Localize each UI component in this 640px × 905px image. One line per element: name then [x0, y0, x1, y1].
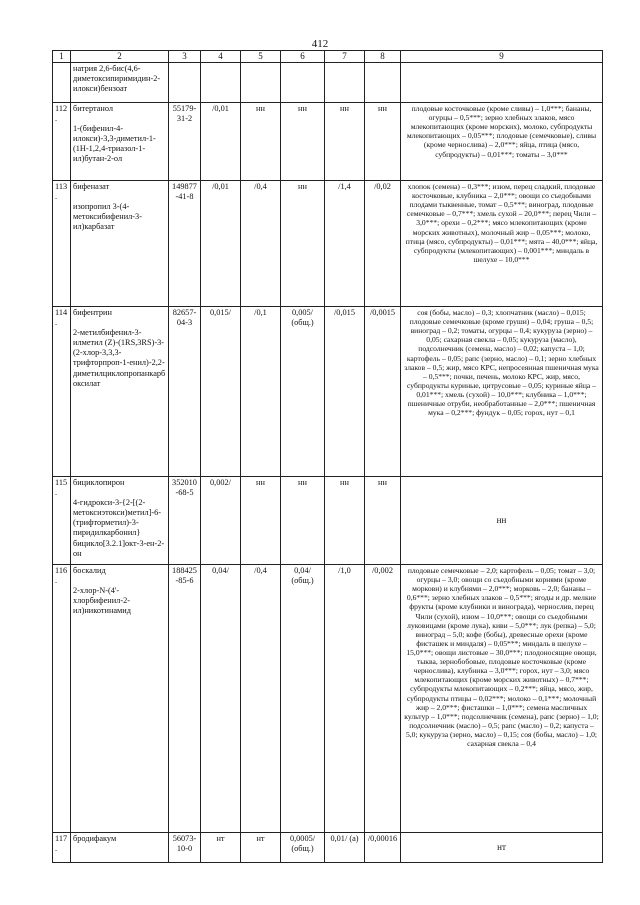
column-header: 4: [201, 51, 241, 63]
column-number-row: [53, 51, 603, 63]
row-number: 115.: [53, 476, 71, 564]
substance-name: [71, 832, 169, 862]
table-row: [53, 306, 603, 476]
column-header: 6: [281, 51, 325, 63]
cell-col7: нн: [325, 102, 365, 180]
cell-col6: [281, 62, 325, 102]
product-limits: нн: [401, 476, 603, 564]
substance-common-name: бифентрин: [73, 307, 112, 317]
substance-name: [71, 564, 169, 832]
substance-name: [71, 476, 169, 564]
cell-col7: /1,0: [325, 564, 365, 832]
cell-col6: нн: [281, 476, 325, 564]
substance-common-name: бифеназат: [73, 181, 110, 191]
row-number: 116.: [53, 564, 71, 832]
table-row: [53, 832, 603, 862]
row-number: [53, 62, 71, 102]
substance-common-name: боскалид: [73, 565, 106, 575]
residue-limits-table: [52, 50, 603, 863]
cell-col4: 0,04/: [201, 564, 241, 832]
table-row: [53, 180, 603, 306]
product-limits: соя (бобы, масло) – 0,3; хлопчатник (масло) – 0,015; плодовые семечковые (кроме груши) – 0,04; груша – 0,5; виноград – 0,2; томаты, огурцы – 0,4; кукуруза (зерно) – 0,05; сахарная свекла – 0,05; кукуруза (масло), подсолнечник (семена, масло) – 0,02; капуста – 1,0; картофель – 0,05; рапс (зерно, масло) – 0,1; зерно хлебных злаков – 0,5; жир, мясо КРС, непросеянная пшеничная мука – 0,5***; почки, печень, молоко КРС, жир, мясо, субпродукты куриные, цитрусовые – 0,05; куриные яйца – 0,01***; хмель (сухой) – 10,0***; клубника – 1,0***; пшеничные отруби, необработанные – 2,0***; пшеничная мука – 0,2***; фундук – 0,05; горох, нут – 0,1: [401, 306, 603, 476]
cell-col6: 0,005/ (общ.): [281, 306, 325, 476]
substance-name: [71, 62, 169, 102]
cell-col5: /0,4: [241, 180, 281, 306]
cas-number: 188425-85-6: [169, 564, 201, 832]
cell-col8: /0,02: [365, 180, 401, 306]
cell-col7: [325, 62, 365, 102]
substance-chemical-name: 2-метилбифенил-3-илметил (Z)-(1RS,3RS)-3-(2-хлор-3,3,3-трифторпроп-1-енил)-2,2-диметилциклопропанкарбоксилат: [73, 328, 166, 388]
substance-common-name: бродифакум: [73, 833, 117, 843]
table-row: [53, 102, 603, 180]
product-limits: плодовые косточковые (кроме сливы) – 1,0***; бананы, огурцы – 0,5***; зерно хлебных злаков, мясо млекопитающих (кроме морских), молоко, субпродукты млекопитающих – 0,05***; плодовые (семечковые), сливы (кроме чернослива) – 2,0***; яйца, птица (мясо, субпродукты) – 0,01***; томаты – 3,0***: [401, 102, 603, 180]
row-number: 114.: [53, 306, 71, 476]
substance-chemical-name: 1-(бифенил-4-илокси)-3,3-диметил-1-(1Н-1,2,4-триазол-1-ил)бутан-2-ол: [73, 124, 156, 164]
cell-col7: 0,01/ (а): [325, 832, 365, 862]
substance-chemical-name: 4-гидрокси-3-{2-[(2-метоксиэтокси)метил]-6-(трифторметил)-3-пиридилкарбонил} бицикло[3.2.1]окт-3-ен-2-он: [73, 498, 165, 558]
cell-col4: /0,01: [201, 102, 241, 180]
cell-col6: 0,0005/ (общ.): [281, 832, 325, 862]
column-header: 7: [325, 51, 365, 63]
product-limits: нт: [401, 832, 603, 862]
product-limits: [401, 62, 603, 102]
cell-col7: /1,4: [325, 180, 365, 306]
cell-col4: [201, 62, 241, 102]
cas-number: 55179-31-2: [169, 102, 201, 180]
product-limits: хлопок (семена) – 0,3***; изюм, перец сладкий, плодовые косточковые, клубника – 2,0***; овощи со съедобными плодами тыквенные, томат – 0,5***; виноград, плодовые семечковые – 0,7***; хмель сухой – 20,0***; перец Чили – 3,0***; орехи – 0,2***; мясо млекопитающих (кроме морских животных), молочный жир – 0,05***; молоко, птица (мясо, субпродукты) – 0,01***; мята – 40,0***; яйца, субпродукты (млекопитающих) – 0,001***; миндаль в шелухе – 10,0***: [401, 180, 603, 306]
substance-name: [71, 180, 169, 306]
cell-col5: [241, 62, 281, 102]
cell-col4: 0,015/: [201, 306, 241, 476]
cell-col8: /0,0015: [365, 306, 401, 476]
substance-chemical-name: натрия 2,6-бис(4,6-диметоксипиримидин-2-илокси)бензоат: [73, 63, 161, 94]
cell-col6: нн: [281, 102, 325, 180]
cell-col6: 0,04/ (общ.): [281, 564, 325, 832]
row-number: 112.: [53, 102, 71, 180]
cas-number: 352010-68-5: [169, 476, 201, 564]
cas-number: 82657-04-3: [169, 306, 201, 476]
column-header: 1: [53, 51, 71, 63]
cell-col8: [365, 62, 401, 102]
page-number: 412: [311, 38, 329, 50]
column-header: 8: [365, 51, 401, 63]
cell-col8: нн: [365, 102, 401, 180]
substance-name: [71, 306, 169, 476]
cell-col7: /0,015: [325, 306, 365, 476]
substance-common-name: битертанол: [73, 103, 114, 113]
row-number: 117.: [53, 832, 71, 862]
cas-number: 149877-41-8: [169, 180, 201, 306]
cell-col5: нт: [241, 832, 281, 862]
column-header: 2: [71, 51, 169, 63]
row-number: 113.: [53, 180, 71, 306]
substance-chemical-name: 2-хлор-N-(4'-хлорбифенил-2-ил)никотинамид: [73, 586, 131, 616]
cas-number: [169, 62, 201, 102]
substance-common-name: бициклопирон: [73, 477, 125, 487]
cell-col6: нн: [281, 180, 325, 306]
substance-chemical-name: изопропил 3-(4-метоксибифенил-3-ил)карбазат: [73, 202, 142, 232]
cell-col8: /0,002: [365, 564, 401, 832]
cell-col5: нн: [241, 102, 281, 180]
table-row: [53, 564, 603, 832]
cell-col7: нн: [325, 476, 365, 564]
column-header: 3: [169, 51, 201, 63]
cell-col4: 0,002/: [201, 476, 241, 564]
cell-col8: нн: [365, 476, 401, 564]
cell-col4: /0,01: [201, 180, 241, 306]
cell-col5: нн: [241, 476, 281, 564]
cell-col4: нт: [201, 832, 241, 862]
cell-col5: /0,4: [241, 564, 281, 832]
substance-name: [71, 102, 169, 180]
product-limits: плодовые семечковые – 2,0; картофель – 0,05; томат – 3,0; огурцы – 3,0; овощи со съедобными корнями (кроме моркови) и клубнями – 2,0***; морковь – 2,0; бананы – 0,6***; зерно хлебных злаков – 0,5***; ягоды и др. мелкие фрукты (кроме клубники и винограда), чернослив, перец Чили (сухой), изюм – 10,0***; овощи со съедобными луковицами (кроме лука), киви – 5,0***; лук (репка) – 5,0; виноград – 5,0; кофе (бобы), древесные орехи (кроме фисташек и миндаля) – 0,05***; миндаль в шелухе – 15,0***; овощи листовые – 30,0***; плодоносящие овощи, тыква, зернобобовые, плодовые косточковые (кроме чернослива), клубника – 3,0***; горох, нут – 3,0; мясо млекопитающих (кроме морских животных) – 0,7***; субпродукты млекопитающих – 0,2***; яйца, мясо, жир, субпродукты птицы – 0,02***; молоко – 0,1***; молочный жир – 2,0***; фисташки – 1,0***; семена масличных культур – 1,0***; подсолнечник (семена), рапс (зерно) – 1,0; подсолнечник (масло) – 0,5; рапс (масло) – 0,2; капуста – 5,0; кукуруза (зерно, масло) – 0,15; соя (бобы, масло) – 1,0; сахарная свекла – 0,4: [401, 564, 603, 832]
column-header: 9: [401, 51, 603, 63]
cell-col5: /0,1: [241, 306, 281, 476]
cell-col8: /0,00016: [365, 832, 401, 862]
table-row: [53, 62, 603, 102]
column-header: 5: [241, 51, 281, 63]
table-row: [53, 476, 603, 564]
cas-number: 56073-10-0: [169, 832, 201, 862]
